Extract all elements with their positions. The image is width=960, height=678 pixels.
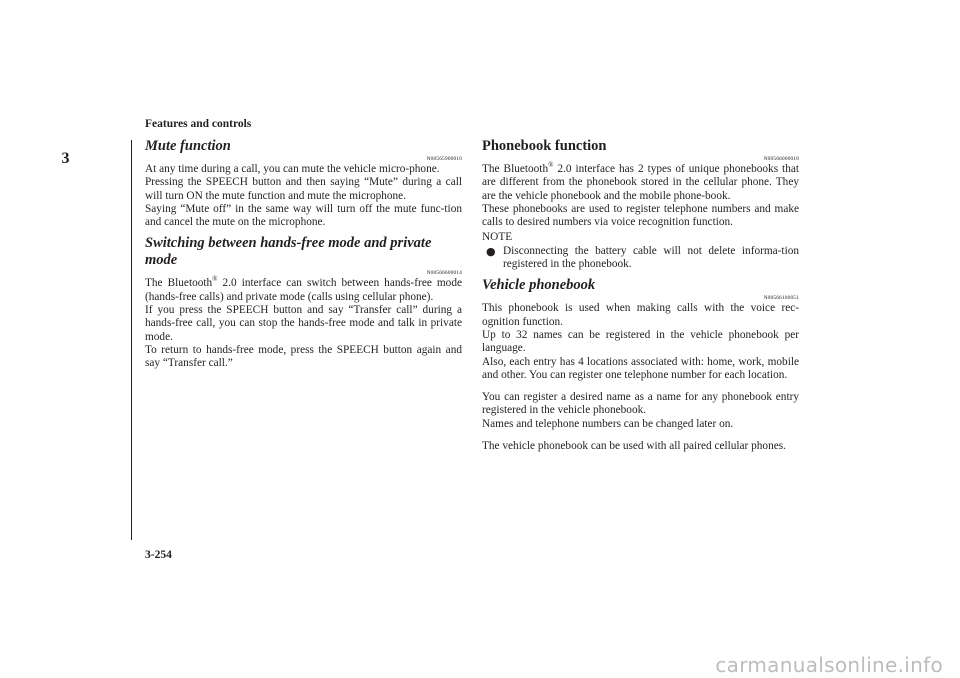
phonebook-paragraph-1: The Bluetooth® 2.0 interface has 2 types of unique phonebooks that are different from the phonebook stored in the cellular phone. They are the vehicle phonebook and the mobile phone-book. (482, 161, 799, 202)
vehicle-phonebook-heading: Vehicle phonebook (482, 277, 596, 294)
right-column (482, 138, 799, 453)
switching-paragraph-3: To return to hands-free mode, press the SPEECH button again and say “Transfer call.” (145, 343, 462, 370)
mute-function-code: N00565900010 (426, 156, 462, 162)
note-label: NOTE (482, 231, 513, 244)
vehicle-phonebook-code: N00566100051 (763, 295, 799, 302)
chapter-tab-rule (0, 140, 132, 540)
mute-function-heading: Mute function (145, 138, 231, 154)
switching-paragraph-1: The Bluetooth® 2.0 interface can switch between hands-free mode (hands-free calls) and private mode (calls using cellular phone). (145, 275, 462, 303)
mute-paragraph-2: Pressing the SPEECH button and then saying “Mute” during a call will turn ON the mute function and mute the microphone. (145, 176, 462, 202)
vehicle-phonebook-paragraph-1: This phonebook is used when making calls with the voice rec-ognition function. (482, 302, 799, 328)
switching-paragraph-2: If you press the SPEECH button and say “Transfer call” during a hands-free call, you can stop the hands-free mode and talk in private mode. (145, 304, 462, 343)
bullet-icon: ● (486, 244, 496, 258)
vehicle-phonebook-paragraph-4: You can register a desired name as a name for any phonebook entry registered in the vehicle phonebook. (482, 391, 799, 417)
chapter-number: 3 (61, 150, 70, 167)
phonebook-paragraph-2: These phonebooks are used to register telephone numbers and make calls to desired numbers via voice recognition function. (482, 202, 799, 229)
phonebook-function-heading: Phonebook function (482, 138, 607, 154)
page-number: 3-254 (145, 549, 172, 561)
running-header: Features and controls (145, 118, 252, 130)
switching-mode-code: N00566600014 (426, 270, 462, 277)
phonebook-function-code: N00566000018 (763, 156, 799, 162)
mute-paragraph-3: Saying “Mute off” in the same way will turn off the mute func-tion and cancel the mute on the microphone. (145, 202, 462, 229)
left-column (145, 138, 462, 371)
watermark: carmanualsonline.info (715, 653, 943, 677)
vehicle-phonebook-paragraph-2: Up to 32 names can be registered in the vehicle phonebook per language. (482, 328, 799, 355)
switching-mode-heading: Switching between hands-free mode and private mode (145, 235, 432, 269)
vehicle-phonebook-paragraph-6: The vehicle phonebook can be used with all paired cellular phones. (482, 440, 786, 453)
vehicle-phonebook-paragraph-3: Also, each entry has 4 locations associated with: home, work, mobile and other. You can register one telephone number for each location. (482, 355, 799, 381)
vehicle-phonebook-paragraph-5: Names and telephone numbers can be changed later on. (482, 417, 734, 430)
note-item: ● Disconnecting the battery cable will not delete informa-tion registered in the phonebook. (486, 244, 799, 271)
mute-paragraph-1: At any time during a call, you can mute the vehicle micro-phone. (145, 163, 440, 175)
